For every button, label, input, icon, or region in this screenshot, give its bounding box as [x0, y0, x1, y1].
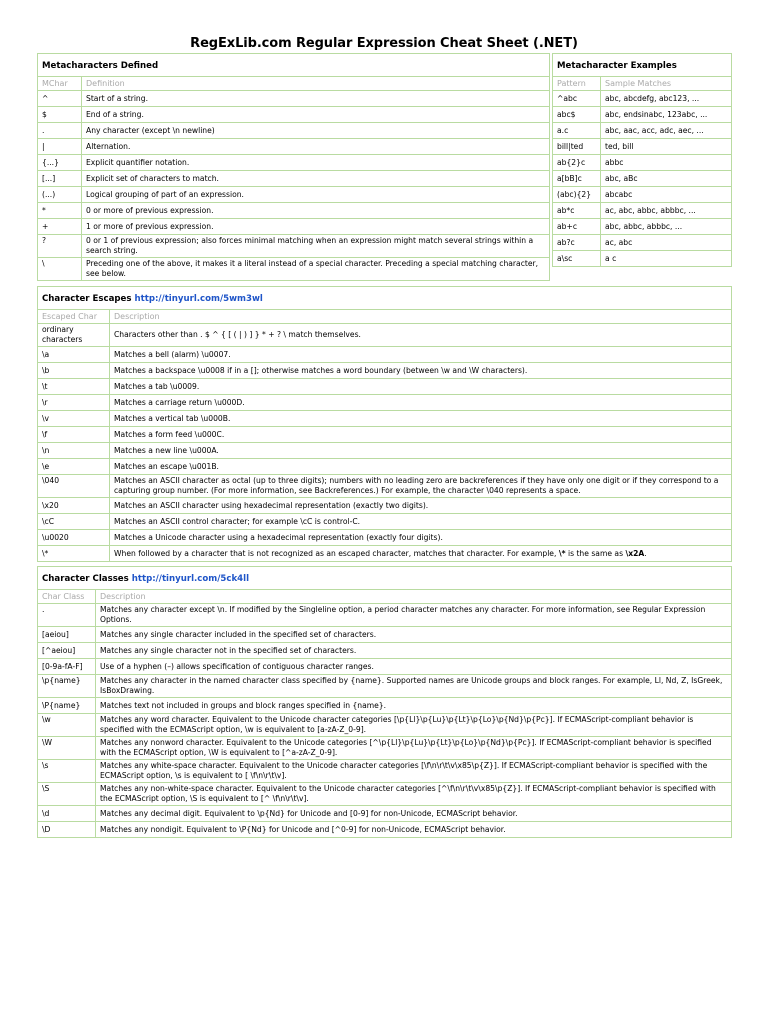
example-row-key: bill|ted	[553, 139, 601, 155]
metachar-row	[38, 171, 550, 187]
metachar-row-key: ^	[38, 91, 82, 107]
class-row-value: Matches any non-white-space character. Equivalent to the Unicode character categories [^\f\n\r\t\v\x85\p{Z}]. If ECMAScript-compliant behavior is specified with the ECMAScript option, \S is equivalent to [^ \f\n\r\t\v].	[96, 783, 732, 806]
example-row-key: a[bB]c	[553, 171, 601, 187]
example-row-value: abc, abcdefg, abc123, ...	[601, 91, 732, 107]
class-row-value: Matches any decimal digit. Equivalent to \p{Nd} for Unicode and [0-9] for non-Unicode, ECMAScript behavior.	[96, 806, 732, 822]
metachar-row-key: {...}	[38, 155, 82, 171]
class-row-value: Matches any single character not in the specified set of characters.	[96, 643, 732, 659]
escaped-char-col-header: Escaped Char	[38, 310, 110, 324]
char-class-col-header: Char Class	[38, 590, 96, 604]
metachar-row	[38, 187, 550, 203]
escape-row-key: \a	[38, 347, 110, 363]
example-row	[553, 219, 732, 235]
example-row-value: abbc	[601, 155, 732, 171]
page-title: RegExLib.com Regular Expression Cheat Sheet (.NET)	[190, 36, 578, 51]
escape-row	[38, 443, 732, 459]
metachar-row-key: .	[38, 123, 82, 139]
class-row-value: Matches any nonword character. Equivalent to the Unicode categories [^\p{Ll}\p{Lu}\p{Lt}\p{Lo}\p{Nd}\p{Pc}]. If ECMAScript-compliant behavior is specified with the ECMAScript option, \W is equivalent to [^a-zA-Z_0-9].	[96, 737, 732, 760]
class-row-key: \p{name}	[38, 675, 96, 698]
class-row-key: \W	[38, 737, 96, 760]
metachar-row	[38, 107, 550, 123]
metachar-row	[38, 258, 550, 281]
escape-row-value: Matches a carriage return \u000D.	[110, 395, 732, 411]
escape-desc-fragment: When followed by a character that is not recognized as an escaped character, matches that character. For example,	[114, 548, 559, 558]
class-row	[38, 714, 732, 737]
escape-row-key: \cC	[38, 514, 110, 530]
metachar-row-key: $	[38, 107, 82, 123]
metachar-row	[38, 219, 550, 235]
class-row-value: Matches any character in the named character class specified by {name}. Supported names are Unicode groups and block ranges. For example, Ll, Nd, Z, IsGreek, IsBoxDrawing.	[96, 675, 732, 698]
metachar-row	[38, 155, 550, 171]
class-row	[38, 604, 732, 627]
metachar-row-value: Alternation.	[82, 139, 550, 155]
character-classes-table	[37, 566, 732, 838]
escape-row-value: Matches a tab \u0009.	[110, 379, 732, 395]
class-row	[38, 627, 732, 643]
escape-row-value	[110, 546, 732, 562]
escape-row-key: \u0020	[38, 530, 110, 546]
escape-row-key: \n	[38, 443, 110, 459]
example-row	[553, 91, 732, 107]
escape-row-value: Matches a new line \u000A.	[110, 443, 732, 459]
classes-heading-cell	[38, 567, 732, 590]
escape-row-key: \f	[38, 427, 110, 443]
escape-row	[38, 347, 732, 363]
escape-row-value: Matches a backspace \u0008 if in a []; otherwise matches a word boundary (between \w and \W characters).	[110, 363, 732, 379]
escape-row-value: Matches a vertical tab \u000B.	[110, 411, 732, 427]
metachar-row	[38, 91, 550, 107]
example-row-value: abc, aac, acc, adc, aec, ...	[601, 123, 732, 139]
escape-row-value: Characters other than . $ ^ { [ ( | ) ] } * + ? \ match themselves.	[110, 324, 732, 347]
metacharacters-heading: Metacharacters Defined	[38, 54, 550, 77]
escape-row-key: \e	[38, 459, 110, 475]
metachar-row	[38, 203, 550, 219]
escape-row	[38, 498, 732, 514]
class-description-col-header: Description	[96, 590, 732, 604]
escape-row	[38, 514, 732, 530]
example-row	[553, 251, 732, 267]
classes-heading: Character Classes	[42, 573, 129, 584]
class-row-key: [^aeiou]	[38, 643, 96, 659]
example-row-key: ^abc	[553, 91, 601, 107]
class-row	[38, 659, 732, 675]
escape-row	[38, 363, 732, 379]
pattern-col-header: Pattern	[553, 77, 601, 91]
escape-row-key: ordinary characters	[38, 324, 110, 347]
classes-link[interactable]: http://tinyurl.com/5ck4ll	[131, 573, 250, 584]
escape-row-key: \040	[38, 475, 110, 498]
escape-row-value: Matches an escape \u001B.	[110, 459, 732, 475]
definition-col-header: Definition	[82, 77, 550, 91]
class-row-key: \D	[38, 822, 96, 838]
metachar-row-key: ?	[38, 235, 82, 258]
class-row-value: Use of a hyphen (–) allows specification of contiguous character ranges.	[96, 659, 732, 675]
metachar-row-key: *	[38, 203, 82, 219]
class-row-key: \s	[38, 760, 96, 783]
metachar-examples-table	[552, 53, 732, 267]
class-row	[38, 822, 732, 838]
example-row-key: a.c	[553, 123, 601, 139]
class-row	[38, 806, 732, 822]
escape-row-key: \t	[38, 379, 110, 395]
escape-row-value: Matches a form feed \u000C.	[110, 427, 732, 443]
class-row-value: Matches any single character included in the specified set of characters.	[96, 627, 732, 643]
escape-row-key: \*	[38, 546, 110, 562]
metachar-row-value: Any character (except \n newline)	[82, 123, 550, 139]
metachar-row	[38, 123, 550, 139]
escape-row	[38, 459, 732, 475]
escape-row	[38, 411, 732, 427]
example-row-key: ab{2}c	[553, 155, 601, 171]
metachar-row-key: [...]	[38, 171, 82, 187]
class-row	[38, 643, 732, 659]
metachar-row-key: \	[38, 258, 82, 281]
class-row	[38, 783, 732, 806]
metachar-row-value: Explicit set of characters to match.	[82, 171, 550, 187]
escape-row	[38, 324, 732, 347]
class-row-value: Matches text not included in groups and block ranges specified in {name}.	[96, 698, 732, 714]
example-row-value: abc, abbc, abbbc, ...	[601, 219, 732, 235]
class-row-value: Matches any nondigit. Equivalent to \P{Nd} for Unicode and [^0-9] for non-Unicode, ECMAScript behavior.	[96, 822, 732, 838]
example-row-value: ac, abc, abbc, abbbc, ...	[601, 203, 732, 219]
class-row	[38, 737, 732, 760]
metachar-row-value: Preceding one of the above, it makes it a literal instead of a special character. Preceding a special matching character, see below.	[82, 258, 550, 281]
metachar-row-value: End of a string.	[82, 107, 550, 123]
example-row-value: a c	[601, 251, 732, 267]
sample-matches-col-header: Sample Matches	[601, 77, 732, 91]
escape-desc-fragment: .	[644, 548, 647, 558]
escape-desc-fragment: \*	[558, 548, 566, 558]
example-row-key: a\sc	[553, 251, 601, 267]
example-row	[553, 235, 732, 251]
example-row-key: abc$	[553, 107, 601, 123]
escape-row-key: \v	[38, 411, 110, 427]
example-row	[553, 139, 732, 155]
metachar-row-value: Start of a string.	[82, 91, 550, 107]
metachar-row-key: |	[38, 139, 82, 155]
escape-description-col-header: Description	[110, 310, 732, 324]
escape-row-value: Matches an ASCII character using hexadecimal representation (exactly two digits).	[110, 498, 732, 514]
class-row-key: \S	[38, 783, 96, 806]
escapes-heading-cell	[38, 287, 732, 310]
escape-row-value: Matches an ASCII control character; for example \cC is control-C.	[110, 514, 732, 530]
example-row-key: ab*c	[553, 203, 601, 219]
metachar-row-value: Logical grouping of part of an expression.	[82, 187, 550, 203]
escape-row-key: \x20	[38, 498, 110, 514]
escape-desc-fragment: \x2A	[625, 548, 645, 558]
escape-row	[38, 427, 732, 443]
escape-row	[38, 530, 732, 546]
class-row-key: \P{name}	[38, 698, 96, 714]
escapes-heading: Character Escapes	[42, 293, 132, 304]
metachar-row	[38, 139, 550, 155]
class-row-value: Matches any white-space character. Equivalent to the Unicode character categories [\f\n\r\t\v\x85\p{Z}]. If ECMAScript-compliant behavior is specified with the ECMAScript option, \s is equivalent to [ \f\n\r\t\v].	[96, 760, 732, 783]
escape-row	[38, 475, 732, 498]
example-row-value: abc, endsinabc, 123abc, ...	[601, 107, 732, 123]
escape-row-key: \r	[38, 395, 110, 411]
example-row	[553, 203, 732, 219]
class-row-key: .	[38, 604, 96, 627]
metachar-row-value: 1 or more of previous expression.	[82, 219, 550, 235]
example-row	[553, 171, 732, 187]
class-row	[38, 675, 732, 698]
metachar-col-header: MChar	[38, 77, 82, 91]
metachar-row-key: +	[38, 219, 82, 235]
example-row	[553, 123, 732, 139]
escape-row	[38, 395, 732, 411]
escape-row-value: Matches a Unicode character using a hexadecimal representation (exactly four digits).	[110, 530, 732, 546]
metachar-row-key: (...)	[38, 187, 82, 203]
example-row-key: (abc){2}	[553, 187, 601, 203]
example-row-key: ab+c	[553, 219, 601, 235]
example-row-value: abcabc	[601, 187, 732, 203]
class-row-key: [aeiou]	[38, 627, 96, 643]
class-row-key: \w	[38, 714, 96, 737]
escape-row-value: Matches a bell (alarm) \u0007.	[110, 347, 732, 363]
character-escapes-table	[37, 286, 732, 562]
example-row	[553, 155, 732, 171]
example-row-value: abc, aBc	[601, 171, 732, 187]
escape-row-value: Matches an ASCII character as octal (up to three digits); numbers with no leading zero are backreferences if they have only one digit or if they correspond to a capturing group number. (For more information, see Backreferences.) For example, the character \040 represents a space.	[110, 475, 732, 498]
class-row-value: Matches any word character. Equivalent to the Unicode character categories [\p{Ll}\p{Lu}\p{Lt}\p{Lo}\p{Nd}\p{Pc}]. If ECMAScript-compliant behavior is specified with the ECMAScript option, \w is equivalent to [a-zA-Z_0-9].	[96, 714, 732, 737]
escapes-link[interactable]: http://tinyurl.com/5wm3wl	[134, 293, 263, 304]
escape-row	[38, 379, 732, 395]
example-row-value: ac, abc	[601, 235, 732, 251]
example-row	[553, 107, 732, 123]
metachar-row	[38, 235, 550, 258]
class-row-key: \d	[38, 806, 96, 822]
examples-heading: Metacharacter Examples	[553, 54, 732, 77]
escape-row	[38, 546, 732, 562]
metachar-row-value: 0 or more of previous expression.	[82, 203, 550, 219]
example-row-value: ted, bill	[601, 139, 732, 155]
escape-desc-fragment: is the same as	[565, 548, 626, 558]
metachar-row-value: 0 or 1 of previous expression; also forces minimal matching when an expression might match several strings within a search string.	[82, 235, 550, 258]
class-row	[38, 698, 732, 714]
metachar-row-value: Explicit quantifier notation.	[82, 155, 550, 171]
metacharacters-table	[37, 53, 550, 281]
class-row-value: Matches any character except \n. If modified by the Singleline option, a period character matches any character. For more information, see Regular Expression Options.	[96, 604, 732, 627]
escape-row-key: \b	[38, 363, 110, 379]
class-row-key: [0-9a-fA-F]	[38, 659, 96, 675]
example-row	[553, 187, 732, 203]
class-row	[38, 760, 732, 783]
example-row-key: ab?c	[553, 235, 601, 251]
